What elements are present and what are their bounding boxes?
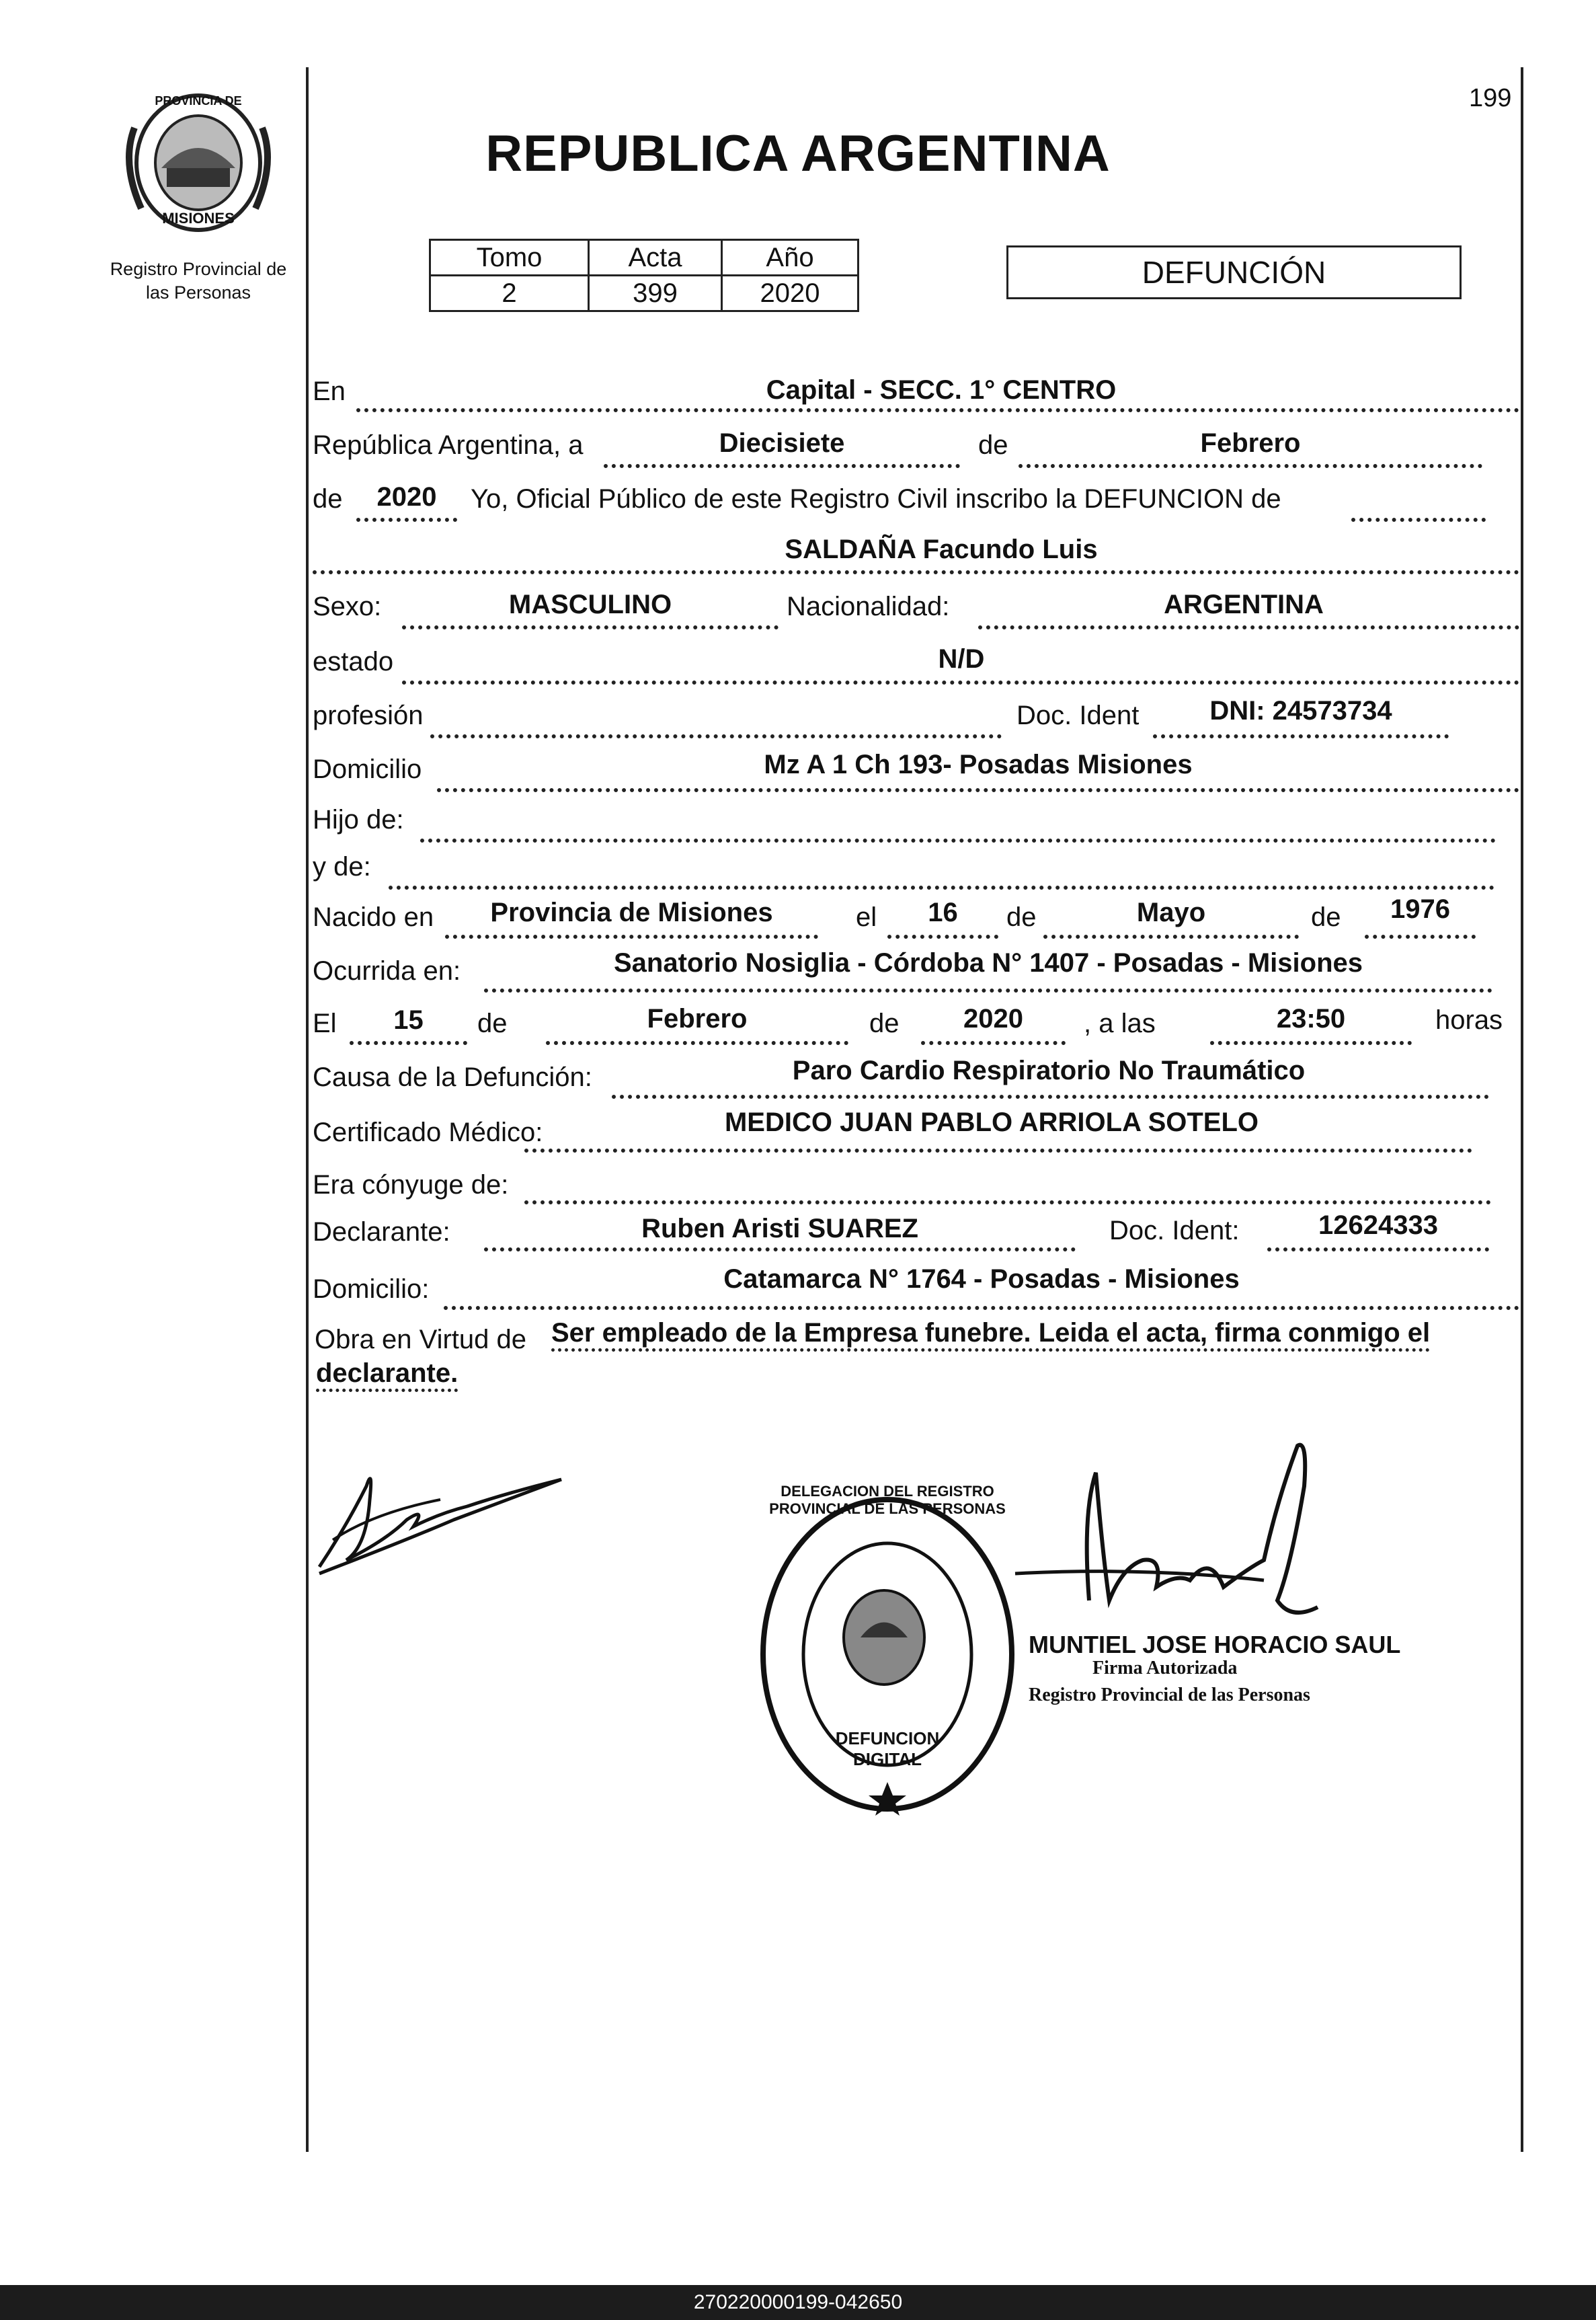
estado-label: estado [313, 647, 394, 676]
en-value: Capital - SECC. 1° CENTRO [766, 375, 1117, 405]
nacionalidad-label: Nacionalidad: [787, 592, 950, 621]
registry-value-row [430, 276, 859, 311]
domicilio-dots [437, 788, 1519, 792]
def-dia: 15 [393, 1005, 424, 1035]
registry-value-anio: 2020 [722, 276, 859, 311]
registry-value-acta: 399 [589, 276, 722, 311]
declarante-label: Declarante: [313, 1217, 450, 1247]
official-name: MUNTIEL JOSE HORACIO SAUL [1029, 1631, 1401, 1658]
nac-dia-dots [887, 935, 998, 939]
seal-text-bottom: MISIONES [162, 210, 235, 227]
obra-line1: Ser empleado de la Empresa funebre. Leida el acta, firma conmigo el [551, 1318, 1430, 1352]
causa-label: Causa de la Defunción: [313, 1062, 592, 1092]
certificado-dots [524, 1149, 1472, 1153]
de-label-3: de [1006, 902, 1037, 932]
doc2-dots [1267, 1247, 1489, 1251]
doc2-label: Doc. Ident: [1109, 1216, 1240, 1245]
stamp-ring-text: DELEGACION DEL REGISTRO PROVINCIAL DE LAS PERSONAS [769, 1483, 1006, 1517]
record-type-box: DEFUNCIÓN [1006, 245, 1462, 299]
deceased-name: SALDAÑA Facundo Luis [785, 535, 1098, 564]
year-value: 2020 [376, 482, 437, 512]
nacionalidad-value: ARGENTINA [1164, 590, 1324, 619]
obra-line2: declarante. [316, 1358, 458, 1392]
sexo-value: MASCULINO [508, 590, 672, 619]
nac-anio: 1976 [1390, 894, 1450, 924]
estado-value: N/D [938, 644, 985, 674]
estado-dots [402, 681, 1519, 685]
name-dots [313, 570, 1519, 574]
nacido-lugar-dots [445, 935, 818, 939]
domicilio2-value: Catamarca N° 1764 - Posadas - Misiones [723, 1264, 1240, 1294]
de-label-1: de [978, 430, 1008, 460]
certificado-label: Certificado Médico: [313, 1118, 543, 1147]
horas-label: horas [1435, 1005, 1503, 1035]
registry-table [429, 239, 859, 312]
domicilio-value: Mz A 1 Ch 193- Posadas Misiones [764, 750, 1193, 779]
profesion-dots [430, 734, 1002, 738]
document-title: REPUBLICA ARGENTINA [485, 125, 1111, 182]
de-label-4: de [1311, 902, 1341, 932]
conyuge-label: Era cónyuge de: [313, 1170, 509, 1200]
conyuge-dots [524, 1200, 1491, 1204]
right-margin-line [1521, 67, 1523, 2152]
def-mes: Febrero [647, 1004, 748, 1034]
month-value: Febrero [1200, 428, 1301, 458]
nac-mes-dots [1043, 935, 1299, 939]
profesion-label: profesión [313, 701, 424, 730]
nac-anio-dots [1365, 935, 1476, 939]
inscribo-text: Yo, Oficial Público de este Registro Civil inscribo la DEFUNCION de [471, 484, 1281, 514]
doc-ident-label: Doc. Ident [1016, 701, 1140, 730]
nacido-label: Nacido en [313, 902, 434, 932]
registry-header-anio: Año [722, 240, 859, 276]
nacionalidad-dots [978, 625, 1519, 629]
el-label: el [856, 902, 877, 932]
domicilio2-label: Domicilio: [313, 1274, 430, 1304]
declarante-value: Ruben Aristi SUAREZ [641, 1214, 918, 1243]
page-number: 199 [1469, 84, 1512, 112]
def-dia-dots [350, 1041, 467, 1045]
hora-dots [1210, 1041, 1412, 1045]
alas-label: , a las [1084, 1009, 1156, 1038]
republica-label: República Argentina, a [313, 430, 584, 460]
domicilio-label: Domicilio [313, 755, 422, 784]
footer-code: 270220000199-042650 [0, 2285, 1596, 2320]
doc2-value: 12624333 [1318, 1210, 1438, 1240]
day-dots [604, 464, 960, 468]
def-anio: 2020 [963, 1004, 1023, 1034]
def-anio-dots [921, 1041, 1066, 1045]
de-label-2: de [313, 484, 343, 514]
year-dots [356, 518, 457, 522]
El-label: El [313, 1009, 337, 1038]
registry-value-tomo: 2 [430, 276, 589, 311]
month-dots [1019, 464, 1482, 468]
doc-ident-value: DNI: 24573734 [1209, 696, 1392, 726]
hijo-label: Hijo de: [313, 805, 404, 835]
seal-text-top: PROVINCIA DE [155, 94, 242, 108]
hijo-dots [420, 839, 1496, 843]
doc-ident-dots [1153, 734, 1449, 738]
yde-dots [389, 886, 1494, 890]
declarant-signature-icon [306, 1446, 575, 1580]
nacido-lugar: Provincia de Misiones [490, 898, 773, 927]
causa-value: Paro Cardio Respiratorio No Traumático [792, 1056, 1306, 1085]
def-mes-dots [546, 1041, 848, 1045]
ocurrida-dots [484, 989, 1492, 993]
stamp-inner-text: DEFUNCION DIGITAL [835, 1728, 940, 1769]
certificado-value: MEDICO JUAN PABLO ARRIOLA SOTELO [724, 1108, 1259, 1137]
en-label: En [313, 377, 346, 406]
registry-header-acta: Acta [589, 240, 722, 276]
org-name-line2: las Personas [145, 282, 251, 303]
official-role: Firma Autorizada [1092, 1658, 1238, 1678]
declarante-dots [484, 1247, 1076, 1251]
sexo-label: Sexo: [313, 592, 382, 621]
yde-label: y de: [313, 852, 371, 882]
en-dots [356, 408, 1519, 412]
inscribo-dots [1351, 518, 1486, 522]
org-name-line1: Registro Provincial de [110, 259, 287, 279]
causa-dots [612, 1095, 1489, 1099]
registry-header-tomo: Tomo [430, 240, 589, 276]
domicilio2-dots [444, 1306, 1519, 1310]
left-margin-line [306, 67, 309, 2152]
nac-dia: 16 [928, 898, 958, 927]
registry-header-row [430, 240, 859, 276]
de-label-5: de [477, 1009, 508, 1038]
hora-value: 23:50 [1276, 1004, 1346, 1034]
de-label-6: de [869, 1009, 900, 1038]
day-word: Diecisiete [719, 428, 845, 458]
sexo-dots [402, 625, 779, 629]
ocurrida-value: Sanatorio Nosiglia - Córdoba N° 1407 - Posadas - Misiones [613, 948, 1363, 978]
official-signature-icon [1008, 1432, 1345, 1654]
official-org: Registro Provincial de las Personas [1029, 1685, 1310, 1705]
ocurrida-label: Ocurrida en: [313, 956, 461, 986]
obra-label: Obra en Virtud de [315, 1325, 527, 1354]
nac-mes: Mayo [1136, 898, 1206, 927]
